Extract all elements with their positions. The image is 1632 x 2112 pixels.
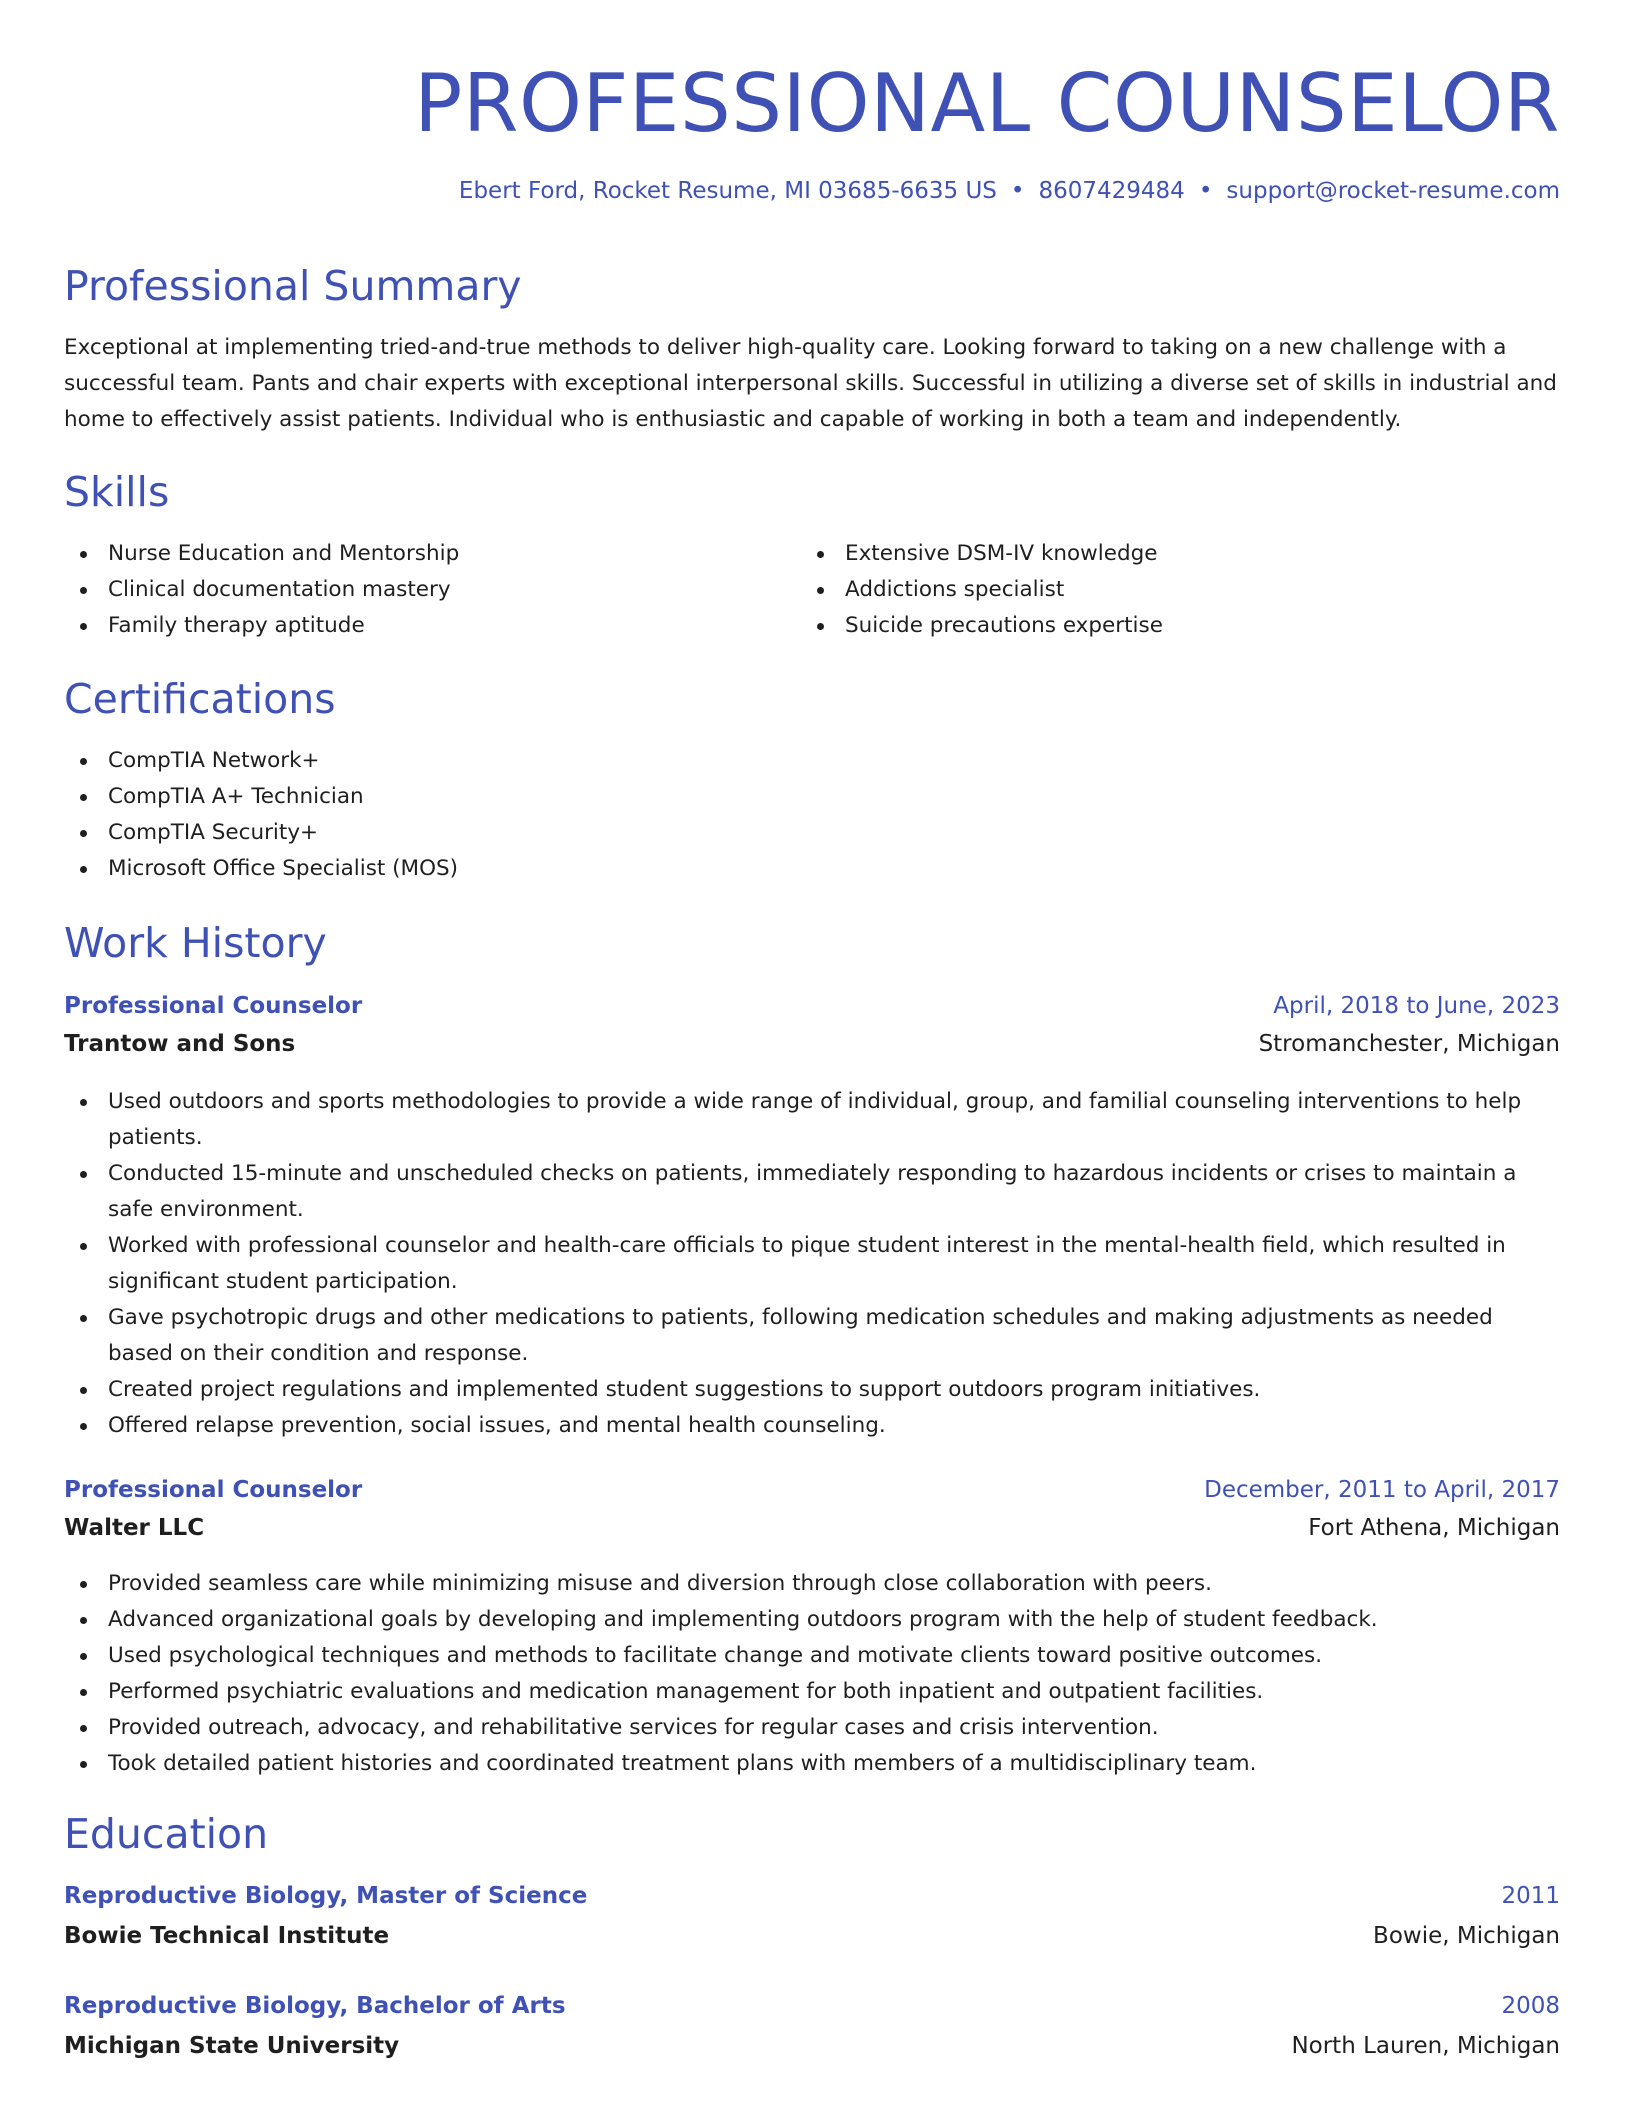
job-location: Stromanchester, Michigan [1258, 1031, 1560, 1057]
job-bullet: Took detailed patient histories and coordinated treatment plans with members of a multidisciplinary team. [64, 1746, 1560, 1782]
education-degree: Reproductive Biology, Master of Science [64, 1883, 588, 1909]
education-degree-row [64, 1990, 1560, 2022]
job-dates: April, 2018 to June, 2023 [1273, 993, 1560, 1019]
certifications-list [64, 743, 1064, 887]
job-title-row [64, 1474, 1560, 1506]
resume-title: PROFESSIONAL COUNSELOR [414, 57, 1560, 150]
contact-line [459, 176, 1560, 206]
contact-separator: • [1198, 178, 1213, 204]
education-school: Bowie Technical Institute [64, 1923, 390, 1949]
certification-item: CompTIA Security+ [64, 815, 1064, 851]
job-location: Fort Athena, Michigan [1308, 1515, 1560, 1541]
job-bullet: Provided seamless care while minimizing misuse and diversion through close collaboration with peers. [64, 1566, 1560, 1602]
skill-item: Family therapy aptitude [64, 608, 764, 644]
contact-address: Ebert Ford, Rocket Resume, MI 03685-6635 US [458, 178, 997, 204]
certification-item: Microsoft Office Specialist (MOS) [64, 851, 1064, 887]
skills-heading: Skills [64, 468, 170, 516]
education-heading: Education [64, 1810, 269, 1858]
job-bullet: Conducted 15-minute and unscheduled checks on patients, immediately responding to hazardous incidents or crises to maintain a safe environment. [64, 1156, 1560, 1228]
job-company: Trantow and Sons [64, 1031, 296, 1057]
skill-item: Clinical documentation mastery [64, 572, 764, 608]
skill-item: Nurse Education and Mentorship [64, 536, 764, 572]
contact-phone[interactable]: 8607429484 [1038, 178, 1185, 204]
work-history-heading: Work History [64, 919, 327, 967]
certification-item: CompTIA A+ Technician [64, 779, 1064, 815]
job-bullet: Used psychological techniques and methods to facilitate change and motivate clients toward positive outcomes. [64, 1638, 1560, 1674]
job-company-row [64, 1512, 1560, 1544]
education-school-row [64, 1920, 1560, 1952]
job-bullets [64, 1084, 1560, 1444]
job-bullet: Advanced organizational goals by developing and implementing outdoors program with the help of student feedback. [64, 1602, 1560, 1638]
job-bullet: Offered relapse prevention, social issues, and mental health counseling. [64, 1408, 1560, 1444]
summary-text: Exceptional at implementing tried-and-true methods to deliver high-quality care. Looking forward to taking on a new challenge with a successful team. Pants and chair experts with exceptional interpersonal skills. Successful in utilizing a diverse set of skills in industrial and home to effectively assist patients. Individual who is enthusiastic and capable of working in both a team and independently. [64, 335, 1557, 432]
job-title-row [64, 990, 1560, 1022]
certification-item: CompTIA Network+ [64, 743, 1064, 779]
summary-heading: Professional Summary [64, 262, 522, 310]
job-bullet: Worked with professional counselor and health-care officials to pique student interest in the mental-health field, which resulted in significant student participation. [64, 1228, 1560, 1300]
job-company-row [64, 1028, 1560, 1060]
skills-list-right [801, 536, 1501, 644]
job-bullet: Provided outreach, advocacy, and rehabilitative services for regular cases and crisis intervention. [64, 1710, 1560, 1746]
job-role: Professional Counselor [64, 1477, 363, 1503]
certifications-heading: Certifications [64, 675, 336, 723]
education-degree: Reproductive Biology, Bachelor of Arts [64, 1993, 566, 2019]
job-bullet: Performed psychiatric evaluations and medication management for both inpatient and outpatient facilities. [64, 1674, 1560, 1710]
education-school: Michigan State University [64, 2033, 400, 2059]
job-bullet: Created project regulations and implemented student suggestions to support outdoors program initiatives. [64, 1372, 1560, 1408]
job-role: Professional Counselor [64, 993, 363, 1019]
contact-separator: • [1010, 178, 1025, 204]
education-school-row [64, 2030, 1560, 2062]
job-bullet: Gave psychotropic drugs and other medications to patients, following medication schedules and making adjustments as needed based on their condition and response. [64, 1300, 1560, 1372]
skill-item: Suicide precautions expertise [801, 608, 1501, 644]
job-dates: December, 2011 to April, 2017 [1204, 1477, 1560, 1503]
skill-item: Extensive DSM-IV knowledge [801, 536, 1501, 572]
education-location: North Lauren, Michigan [1291, 2033, 1560, 2059]
education-location: Bowie, Michigan [1373, 1923, 1560, 1949]
contact-email[interactable]: support@rocket-resume.com [1226, 178, 1560, 204]
education-year: 2008 [1501, 1993, 1560, 2019]
skill-item: Addictions specialist [801, 572, 1501, 608]
education-degree-row [64, 1880, 1560, 1912]
skills-list-left [64, 536, 764, 644]
job-bullet: Used outdoors and sports methodologies to provide a wide range of individual, group, and familial counseling interventions to help patients. [64, 1084, 1560, 1156]
job-company: Walter LLC [64, 1515, 205, 1541]
education-year: 2011 [1501, 1883, 1560, 1909]
job-bullets [64, 1566, 1560, 1782]
